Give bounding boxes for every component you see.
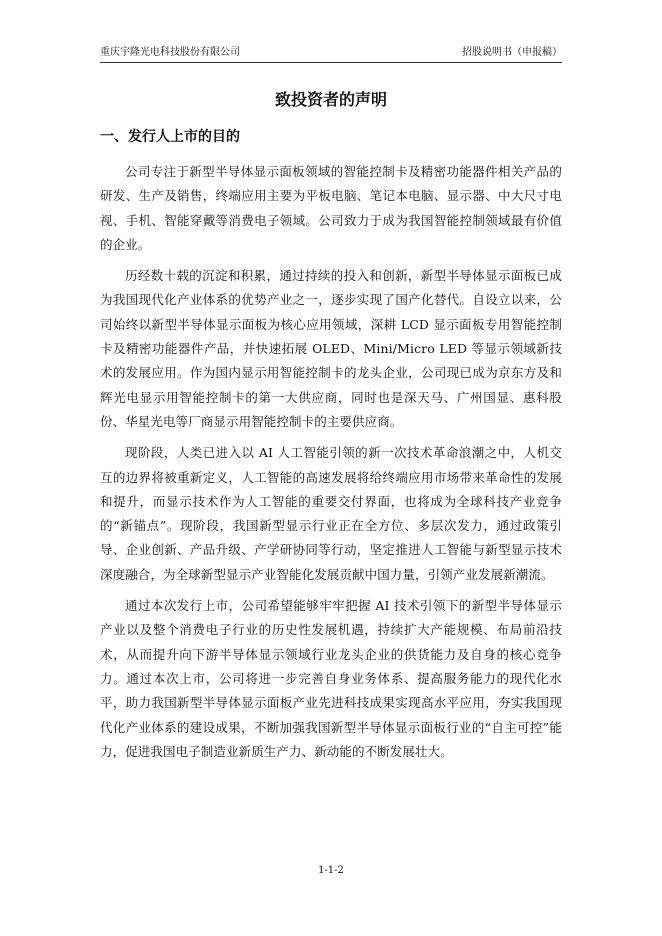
section-body	[100, 160, 562, 771]
paragraph-4: 通过本次发行上市，公司希望能够牢牢把握 AI 技术引领下的新型半导体显示产业以及整个消费电子行业的历史性发展机遇，持续扩大产能规模、布局前沿技术，从而提升向下游半导体显示领域行业龙头企业的供货能力及自身的核心竞争力。通过本次上市，公司将进一步完善自身业务体系、提高服务能力的现代化水平，助力我国新型半导体显示面板产业先进科技成果实现高水平应用，夯实我国现代化产业体系的建设成果，不断加强我国新型半导体显示面板行业的“自主可控”能力，促进我国电子制造业新质生产力、新动能的不断发展壮大。	[100, 598, 562, 759]
paragraph-2: 历经数十载的沉淀和积累，通过持续的投入和创新，新型半导体显示面板已成为我国现代化产业体系的优势产业之一，逐步实现了国产化替代。自设立以来，公司始终以新型半导体显示面板为核心应用领域，深耕 LCD 显示面板专用智能控制卡及精密功能器件产品，并快速拓展 OLED、Mini/Micro LED 等显示领域新技术的发展应用。作为国内显示用智能控制卡的龙头企业，公司现已成为京东方及和辉光电显示用智能控制卡的第一大供应商，同时也是深天马、广州国显、惠科股份、华星光电等厂商显示用智能控制卡的主要供应商。	[100, 268, 562, 429]
page-title: 致投资者的声明	[274, 90, 387, 109]
section-heading: 一、发行人上市的目的	[100, 129, 240, 145]
paragraph-1: 公司专注于新型半导体显示面板领域的智能控制卡及精密功能器件相关产品的研发、生产及销售，终端应用主要为平板电脑、笔记本电脑、显示器、中大尺寸电视、手机、智能穿戴等消费电子领域。公司致力于成为我国智能控制领域最有价值的企业。	[100, 164, 562, 252]
page-header	[100, 44, 562, 63]
paragraph-3: 现阶段，人类已进入以 AI 人工智能引领的新一次技术革命浪潮之中，人机交互的边界将被重新定义，人工智能的高速发展将给终端应用市场带来革命性的发展和提升，而显示技术作为人工智能的重要交付界面，也将成为全球科技产业竞争的“新锚点”。现阶段，我国新型显示行业正在全方位、多层次发力，通过政策引导、企业创新、产品升级、产学研协同等行动，坚定推进人工智能与新型显示技术深度融合，为全球新型显示产业智能化发展贡献中国力量，引领产业发展新潮流。	[100, 445, 562, 582]
header-document-type: 招股说明书（申报稿）	[462, 47, 562, 58]
header-company-name: 重庆宇隆光电科技股份有限公司	[100, 47, 240, 58]
page-number: 1-1-2	[318, 865, 344, 876]
